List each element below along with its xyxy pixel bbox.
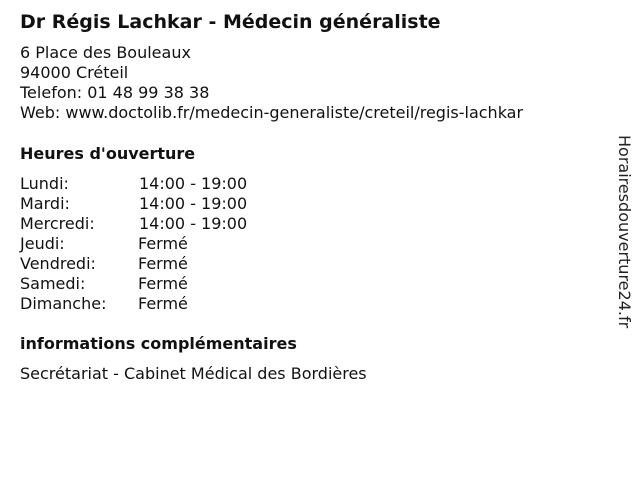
additional-info-heading: informations complémentaires (20, 334, 297, 353)
additional-info-text: Secrétariat - Cabinet Médical des Bordières (20, 364, 367, 383)
hours-row-friday (20, 254, 420, 274)
day-label: Lundi: (20, 174, 69, 193)
hours-value: 14:00 - 19:00 (139, 174, 248, 193)
hours-value: Fermé (138, 294, 188, 313)
city-postcode: 94000 Créteil (20, 63, 129, 82)
day-label: Mardi: (20, 194, 70, 213)
hours-row-thursday (20, 234, 420, 254)
website-url: Web: www.doctolib.fr/medecin-generaliste/creteil/regis-lachkar (20, 103, 524, 122)
hours-row-tuesday (20, 194, 420, 214)
hours-value: Fermé (138, 254, 188, 273)
site-watermark: Horairesdouverture24.fr (615, 135, 634, 329)
day-label: Mercredi: (20, 214, 95, 233)
opening-hours-list (20, 174, 420, 314)
hours-row-monday (20, 174, 420, 194)
day-label: Vendredi: (20, 254, 96, 273)
hours-value: 14:00 - 19:00 (139, 214, 248, 233)
hours-value: 14:00 - 19:00 (139, 194, 248, 213)
street-address: 6 Place des Bouleaux (20, 43, 191, 62)
address-block (20, 43, 523, 123)
day-label: Jeudi: (20, 234, 65, 253)
hours-row-wednesday (20, 214, 420, 234)
phone-number: Telefon: 01 48 99 38 38 (20, 83, 210, 102)
hours-row-saturday (20, 274, 420, 294)
page-title: Dr Régis Lachkar - Médecin généraliste (20, 11, 441, 33)
hours-value: Fermé (138, 274, 188, 293)
hours-row-sunday (20, 294, 420, 314)
hours-value: Fermé (138, 234, 188, 253)
day-label: Samedi: (20, 274, 86, 293)
opening-hours-heading: Heures d'ouverture (20, 144, 196, 163)
day-label: Dimanche: (20, 294, 107, 313)
